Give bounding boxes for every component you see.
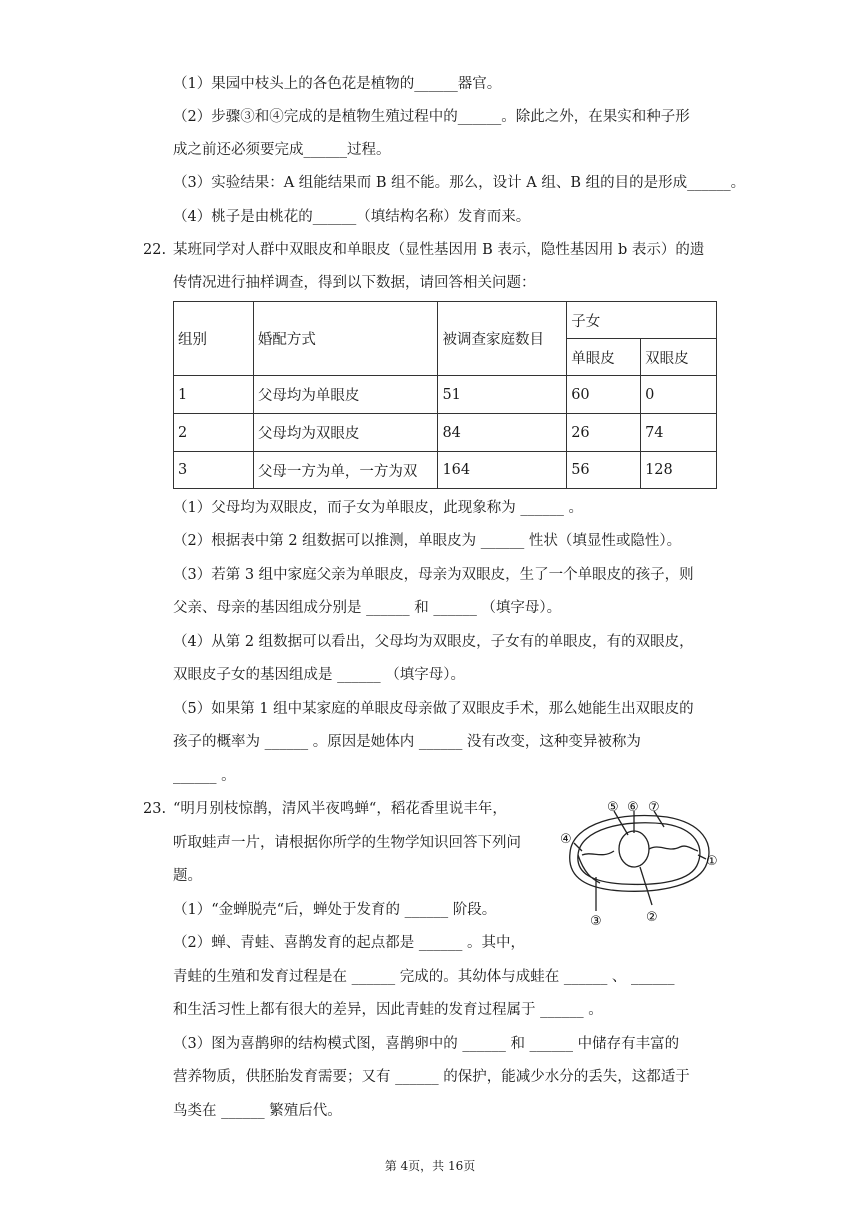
table-cell: 60 (567, 376, 641, 414)
q21-line-1: （1）果园中枝头上的各色花是植物的______器官。 (173, 76, 502, 92)
table-row (174, 376, 717, 414)
q22-sub-1: （1）父母均为双眼皮，而子女为单眼皮，此现象称为 ______ 。 (173, 500, 583, 516)
table-cell: 2 (174, 414, 254, 452)
table-cell: 0 (641, 376, 717, 414)
table-cell: 51 (438, 376, 567, 414)
header-family-count: 被调查家庭数目 (438, 302, 567, 376)
q23-sub-3b: 营养物质，供胚胎发育需要；又有 ______ 的保护，能减少水分的丢失，这都适于 (173, 1069, 690, 1085)
q21-line-5: （4）桃子是由桃花的______（填结构名称）发育而来。 (173, 209, 531, 225)
header-marriage: 婚配方式 (253, 302, 438, 376)
q23-sub-2c: 和生活习性上都有很大的差异，因此青蛙的发育过程属于 ______ 。 (173, 1002, 603, 1018)
q22-sub-2: （2）根据表中第 2 组数据可以推测，单眼皮为 ______ 性状（填显性或隐性）。 (173, 533, 682, 549)
table-cell: 56 (567, 452, 641, 489)
header-double-eyelid: 双眼皮 (641, 339, 717, 376)
yolk-shape (619, 831, 649, 867)
survey-table (173, 301, 717, 489)
q21-line-3: 成之前还必须要完成______过程。 (173, 142, 391, 158)
q22-sub-5c: ______ 。 (173, 768, 236, 784)
table-cell: 128 (641, 452, 717, 489)
diagram-label: ④ (560, 832, 572, 847)
diagram-label: ⑤ (607, 800, 619, 815)
q21-line-4: （3）实验结果：A 组能结果而 B 组不能。那么，设计 A 组、B 组的目的是形成______。 (173, 175, 746, 191)
diagram-label: ⑥ (627, 800, 639, 815)
q23-number: 23. (143, 801, 167, 817)
q23-sub-2a: （2）蝉、青蛙、喜鹊发育的起点都是 ______ 。其中， (173, 935, 525, 951)
chalaza-lines (582, 846, 698, 855)
table-cell: 父母均为单眼皮 (253, 376, 438, 414)
q23-sub-3c: 鸟类在 ______ 繁殖后代。 (173, 1103, 342, 1119)
q22-intro-1: 某班同学对人群中双眼皮和单眼皮（显性基因用 B 表示，隐性基因用 b 表示）的遗 (173, 242, 705, 258)
q23-sub-3a: （3）图为喜鹊卵的结构模式图，喜鹊卵中的 ______ 和 ______ 中储存有丰富的 (173, 1036, 680, 1052)
egg-structure-diagram (552, 793, 722, 933)
table-cell: 父母均为双眼皮 (253, 414, 438, 452)
diagram-label: ③ (590, 914, 602, 929)
diagram-label: ⑦ (648, 800, 660, 815)
q23-intro-2: 听取蛙声一片，请根据你所学的生物学知识回答下列问 (173, 835, 521, 851)
q22-sub-5a: （5）如果第 1 组中某家庭的单眼皮母亲做了双眼皮手术，那么她能生出双眼皮的 (173, 701, 694, 717)
diagram-label: ① (706, 854, 718, 869)
q22-number: 22. (143, 242, 167, 258)
q23-intro-1: “明月别枝惊鹊，清风半夜鸣蝉“，稻花香里说丰年， (173, 801, 507, 817)
table-row (174, 452, 717, 489)
q23-intro-3: 题。 (173, 868, 202, 884)
q22-sub-4a: （4）从第 2 组数据可以看出，父母均为双眼皮，子女有的单眼皮，有的双眼皮， (173, 634, 694, 650)
q22-sub-5b: 孩子的概率为 ______ 。原因是她体内 ______ 没有改变，这种变异被称为 (173, 734, 641, 750)
table-cell: 26 (567, 414, 641, 452)
diagram-label: ② (646, 910, 658, 925)
page-footer: 第 4页，共 16页 (384, 1159, 476, 1173)
table-row (174, 414, 717, 452)
table-cell: 3 (174, 452, 254, 489)
table-cell: 84 (438, 414, 567, 452)
table-cell: 164 (438, 452, 567, 489)
q21-line-2: （2）步骤③和④完成的是植物生殖过程中的______。除此之外，在果实和种子形 (173, 109, 690, 125)
header-single-eyelid: 单眼皮 (567, 339, 641, 376)
q23-sub-2b: 青蛙的生殖和发育过程是在 ______ 完成的。其幼体与成蛙在 ______ 、 ______ (173, 969, 675, 985)
header-group: 组别 (174, 302, 254, 376)
q22-sub-3b: 父亲、母亲的基因组成分别是 ______ 和 ______ （填字母）。 (173, 600, 562, 616)
header-children: 子女 (567, 302, 717, 339)
q22-sub-4b: 双眼皮子女的基因组成是 ______ （填字母）。 (173, 667, 465, 683)
table-cell: 74 (641, 414, 717, 452)
q22-intro-2: 传情况进行抽样调查，得到以下数据，请回答相关问题： (173, 275, 536, 291)
table-cell: 父母一方为单，一方为双 (253, 452, 438, 489)
q22-sub-3a: （3）若第 3 组中家庭父亲为单眼皮，母亲为双眼皮，生了一个单眼皮的孩子，则 (173, 567, 694, 583)
table-cell: 1 (174, 376, 254, 414)
q23-sub-1: （1）“金蝉脱壳“后，蝉处于发育的 ______ 阶段。 (173, 902, 497, 918)
